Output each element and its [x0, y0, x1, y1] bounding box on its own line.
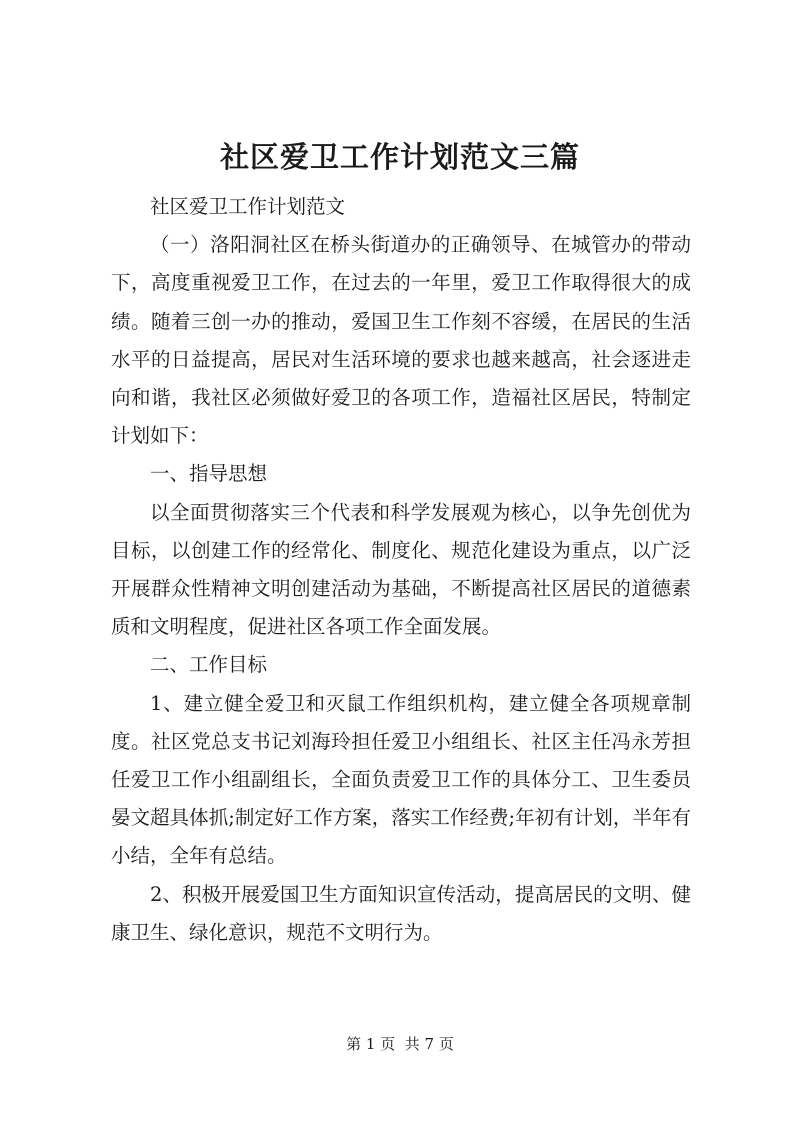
heading-work-goals: 二、工作目标	[150, 653, 268, 677]
paragraph-intro: （一）洛阳洞社区在桥头街道办的正确领导、在城管办的带动下，高度重视爱卫工作，在过去的一年里，爱卫工作取得很大的成绩。随着三创一办的推动，爱国卫生工作刻不容缓，在居民的生活水平的日益提高，居民对生活环境的要求也越来越高，社会逐进走向和谐，我社区必须做好爱卫的各项工作，造福社区居民，特制定计划如下：	[111, 233, 691, 448]
heading-guiding-ideology: 一、指导思想	[150, 462, 268, 486]
paragraph-goal-1: 1、建立健全爱卫和灭鼠工作组织机构，建立健全各项规章制度。社区党总支书记刘海玲担任爱卫小组组长、社区主任冯永芳担任爱卫工作小组副组长，全面负责爱卫工作的具体分工、卫生委员晏文超具体抓;制定好工作方案，落实工作经费;年初有计划，半年有小结，全年有总结。	[111, 691, 691, 868]
section-subtitle: 社区爱卫工作计划范文	[150, 195, 346, 218]
paragraph-goal-2: 2、积极开展爱国卫生方面知识宣传活动，提高居民的文明、健康卫生、绿化意识，规范不文明行为。	[111, 882, 691, 944]
document-title: 社区爱卫工作计划范文三篇	[219, 140, 580, 174]
page-footer: 第 1 页 共 7 页	[346, 1035, 454, 1053]
document-body	[111, 188, 691, 952]
paragraph-guiding-ideology: 以全面贯彻落实三个代表和科学发展观为核心，以争先创优为目标，以创建工作的经常化、制度化、规范化建设为重点，以广泛开展群众性精神文明创建活动为基础，不断提高社区居民的道德素质和文明程度，促进社区各项工作全面发展。	[111, 500, 691, 639]
